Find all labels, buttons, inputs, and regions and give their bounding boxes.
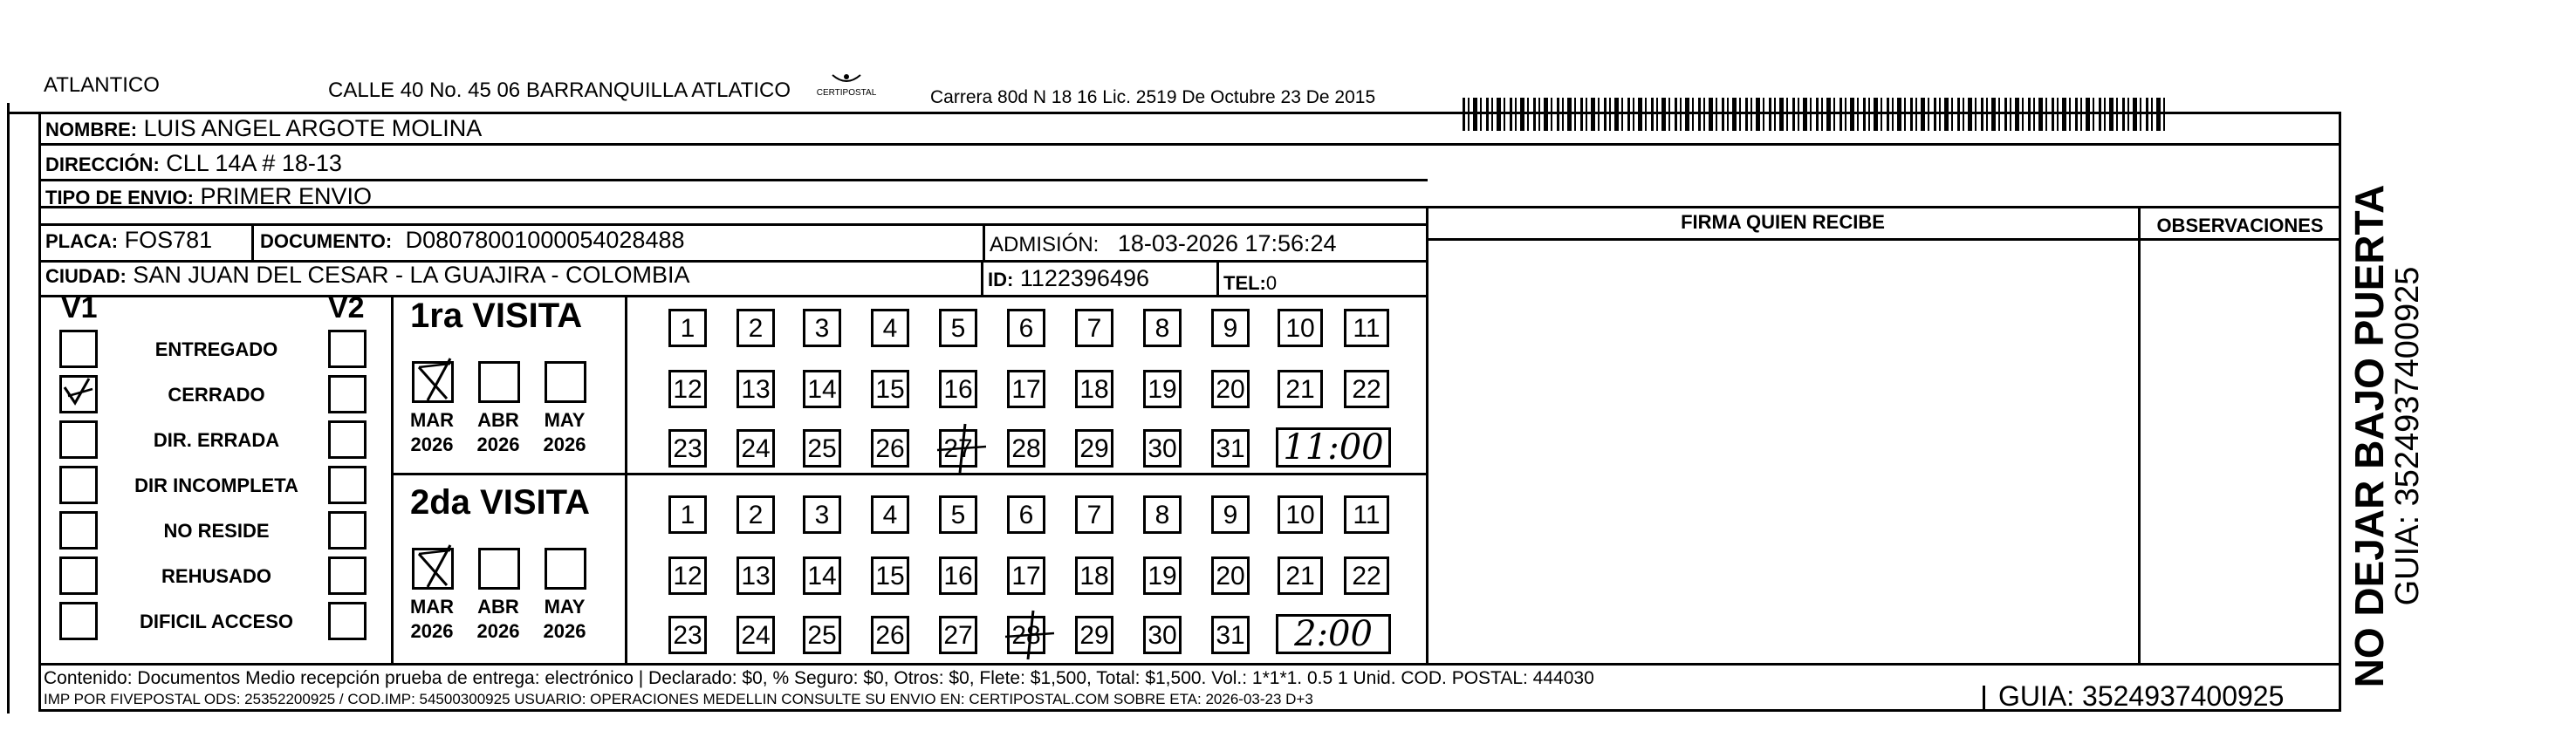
day-box[interactable]: 26 — [871, 429, 909, 468]
observations-left-line — [2138, 206, 2141, 666]
v1-header: V1 — [61, 291, 98, 324]
day-box[interactable]: 22 — [1344, 370, 1389, 408]
logo-text: CERTIPOSTAL — [816, 88, 877, 98]
day-box[interactable]: 19 — [1143, 556, 1182, 595]
day-box[interactable]: 10 — [1278, 495, 1323, 534]
side-guia: GUIA: 3524937400925 — [2389, 266, 2426, 606]
month-label — [468, 595, 529, 644]
month-checkbox[interactable] — [478, 548, 520, 590]
tipo-envio-value: PRIMER ENVIO — [200, 183, 372, 209]
v1-checkbox[interactable] — [59, 330, 98, 368]
month-label — [534, 408, 595, 457]
tel-value: 0 — [1265, 272, 1278, 294]
barcode — [1463, 98, 2169, 131]
day-box[interactable]: 15 — [871, 370, 909, 408]
day-box[interactable]: 2 — [736, 309, 775, 347]
id-divider — [981, 260, 983, 295]
nombre-value: LUIS ANGEL ARGOTE MOLINA — [143, 115, 483, 141]
day-box[interactable]: 14 — [803, 370, 841, 408]
month-label — [534, 595, 595, 644]
day-box[interactable]: 2 — [736, 495, 775, 534]
footer-guia-divider — [1983, 686, 1985, 712]
v2-checkbox[interactable] — [328, 466, 367, 504]
day-box[interactable]: 25 — [803, 429, 841, 468]
v1-checkbox[interactable] — [59, 602, 98, 640]
day-box[interactable]: 8 — [1143, 495, 1182, 534]
day-box[interactable]: 4 — [871, 495, 909, 534]
ciudad-row — [45, 262, 690, 289]
month-year: 2026 — [543, 434, 586, 455]
day-box[interactable]: 24 — [736, 429, 775, 468]
day-box[interactable]: 16 — [939, 556, 977, 595]
handwritten-time[interactable]: 11:00 — [1276, 427, 1391, 468]
placa-divider — [251, 223, 254, 260]
day-box[interactable]: 3 — [803, 495, 841, 534]
nombre-row — [45, 115, 482, 142]
day-box[interactable]: 19 — [1143, 370, 1182, 408]
visit-divider — [625, 295, 627, 665]
ciudad-label: CIUDAD: — [45, 265, 127, 287]
day-box[interactable]: 24 — [736, 616, 775, 654]
row-line-3 — [38, 206, 2340, 208]
day-box[interactable]: 29 — [1075, 429, 1113, 468]
day-box[interactable]: 5 — [939, 309, 977, 347]
day-box[interactable]: 12 — [668, 370, 707, 408]
day-box[interactable]: 20 — [1211, 370, 1250, 408]
day-box[interactable]: 11 — [1344, 309, 1389, 347]
day-box[interactable]: 6 — [1007, 495, 1045, 534]
left-inner-border — [38, 112, 41, 712]
tel-divider — [1216, 260, 1219, 295]
day-box[interactable]: 1 — [668, 495, 707, 534]
row-line-1 — [38, 143, 2340, 146]
day-box[interactable]: 31 — [1211, 616, 1250, 654]
firma-label: FIRMA QUIEN RECIBE — [1681, 211, 1885, 233]
day-box[interactable]: 16 — [939, 370, 977, 408]
month-label — [401, 595, 462, 644]
day-box[interactable]: 27 — [939, 616, 977, 654]
visit-divider-line — [393, 473, 1428, 475]
month-checkbox[interactable] — [545, 361, 586, 403]
day-box[interactable]: 9 — [1211, 309, 1250, 347]
nombre-label: NOMBRE: — [45, 119, 138, 140]
v1-checkbox[interactable] — [59, 420, 98, 459]
day-box[interactable]: 23 — [668, 616, 707, 654]
admision-value: 18-03-2026 17:56:24 — [1117, 230, 1337, 256]
direccion-row — [45, 150, 342, 177]
certipostal-logo — [812, 72, 881, 106]
v2-checkbox[interactable] — [328, 602, 367, 640]
side-warning: NO DEJAR BAJO PUERTA — [2346, 184, 2392, 688]
footer-guia: GUIA: 3524937400925 — [1998, 680, 2285, 712]
tel-row — [1223, 269, 1277, 296]
day-box[interactable]: 29 — [1075, 616, 1113, 654]
sender-address: CALLE 40 No. 45 06 BARRANQUILLA ATLATICO — [328, 79, 791, 102]
month-name: MAY — [544, 409, 586, 431]
day-box[interactable]: 22 — [1344, 556, 1389, 595]
month-checkbox[interactable] — [412, 548, 454, 590]
day-box[interactable]: 17 — [1007, 370, 1045, 408]
day-box[interactable]: 20 — [1211, 556, 1250, 595]
top-border — [7, 112, 2340, 114]
day-box[interactable]: 17 — [1007, 556, 1045, 595]
v1-checkbox[interactable] — [59, 511, 98, 550]
tipo-envio-row — [45, 183, 372, 210]
status-label: REHUSADO — [161, 565, 271, 587]
day-box[interactable]: 7 — [1075, 495, 1113, 534]
license-text: Carrera 80d N 18 16 Lic. 2519 De Octubre 23 De 2015 — [930, 87, 1376, 107]
status-label: DIR INCOMPLETA — [134, 474, 298, 496]
month-label — [401, 408, 462, 457]
month-year: 2026 — [543, 620, 586, 642]
cut-header-text: ATLANTICO — [44, 73, 160, 97]
tipo-envio-label: TIPO DE ENVIO: — [45, 187, 194, 208]
day-box[interactable]: 26 — [871, 616, 909, 654]
placa-label: PLACA: — [45, 230, 119, 252]
status-label: DIR. ERRADA — [153, 429, 280, 451]
month-name: MAR — [409, 409, 455, 431]
day-box[interactable]: 5 — [939, 495, 977, 534]
v2-checkbox[interactable] — [328, 511, 367, 550]
day-box[interactable]: 30 — [1143, 616, 1182, 654]
row-line-7 — [38, 663, 2340, 666]
signature-header-line — [1428, 238, 2340, 241]
direccion-label: DIRECCIÓN: — [45, 154, 160, 175]
month-year: 2026 — [410, 620, 454, 642]
day-box[interactable]: 28 — [1007, 616, 1045, 654]
day-box[interactable]: 9 — [1211, 495, 1250, 534]
day-box[interactable]: 15 — [871, 556, 909, 595]
contenido-text: Contenido: Documentos Medio recepción prueba de entrega: electrónico | Declarado: $0, % Seguro: $0, Otros: $0, Flete: $1,500, Total: $1,500. Vol.: 1*1*1. 0.5 1 Unid. COD. POSTAL: 444030 — [44, 668, 1594, 688]
month-name: MAR — [409, 596, 455, 618]
right-border — [2339, 112, 2341, 712]
pen-mark-icon — [1002, 609, 1058, 667]
status-label: DIFICIL ACCESO — [139, 611, 293, 632]
day-box[interactable]: 28 — [1007, 429, 1045, 468]
status-label: NO RESIDE — [163, 520, 270, 542]
day-box[interactable]: 14 — [803, 556, 841, 595]
day-box[interactable]: 4 — [871, 309, 909, 347]
signature-left-line — [1426, 206, 1428, 666]
day-box[interactable]: 13 — [736, 370, 775, 408]
placa-row — [45, 227, 212, 254]
status-label: ENTREGADO — [154, 338, 278, 360]
row-line-6 — [38, 295, 1428, 297]
day-box[interactable]: 23 — [668, 429, 707, 468]
day-box[interactable]: 27 — [939, 429, 977, 468]
v2-checkbox[interactable] — [328, 556, 367, 595]
month-label — [468, 408, 529, 457]
id-row — [988, 265, 1149, 292]
imp-text: IMP POR FIVEPOSTAL ODS: 25352200925 / COD.IMP: 54500300925 USUARIO: OPERACIONES MEDELLIN CONSULTE SU ENVIO EN: CERTIPOSTAL.COM SOBRE ETA: 2026-03-23 D+3 — [44, 691, 1313, 707]
day-box[interactable]: 10 — [1278, 309, 1323, 347]
day-box[interactable]: 31 — [1211, 429, 1250, 468]
day-box[interactable]: 8 — [1143, 309, 1182, 347]
admision-divider — [983, 223, 985, 260]
month-year: 2026 — [476, 434, 520, 455]
month-checkbox[interactable] — [412, 361, 454, 403]
left-border — [7, 103, 10, 713]
row-line-4 — [38, 223, 1428, 226]
v2-checkbox[interactable] — [328, 375, 367, 413]
documento-label: DOCUMENTO: — [260, 230, 393, 252]
day-box[interactable]: 1 — [668, 309, 707, 347]
day-box[interactable]: 21 — [1278, 556, 1323, 595]
month-name: ABR — [477, 409, 519, 431]
visit-title: 1ra VISITA — [410, 297, 583, 335]
v2-header: V2 — [328, 291, 365, 324]
row-line-8 — [38, 709, 2340, 712]
month-name: ABR — [477, 596, 519, 618]
day-box[interactable]: 7 — [1075, 309, 1113, 347]
v1-checkbox[interactable] — [59, 556, 98, 595]
month-year: 2026 — [410, 434, 454, 455]
v2-checkbox[interactable] — [328, 330, 367, 368]
day-box[interactable]: 3 — [803, 309, 841, 347]
day-box[interactable]: 12 — [668, 556, 707, 595]
documento-row — [260, 227, 685, 254]
day-box[interactable]: 21 — [1278, 370, 1323, 408]
admision-row — [990, 230, 1337, 257]
month-checkbox[interactable] — [478, 361, 520, 403]
day-box[interactable]: 13 — [736, 556, 775, 595]
month-year: 2026 — [476, 620, 520, 642]
direccion-value: CLL 14A # 18-13 — [166, 150, 342, 176]
admision-label: ADMISIÓN: — [990, 233, 1100, 256]
placa-value: FOS781 — [124, 227, 213, 253]
v2-checkbox[interactable] — [328, 420, 367, 459]
status-divider — [391, 295, 394, 665]
day-box[interactable]: 25 — [803, 616, 841, 654]
handwritten-time[interactable]: 2:00 — [1276, 614, 1391, 654]
id-value: 1122396496 — [1019, 265, 1150, 291]
day-box[interactable]: 18 — [1075, 370, 1113, 408]
day-box[interactable]: 6 — [1007, 309, 1045, 347]
day-box[interactable]: 30 — [1143, 429, 1182, 468]
month-name: MAY — [544, 596, 586, 618]
day-box[interactable]: 11 — [1344, 495, 1389, 534]
status-label: CERRADO — [168, 384, 265, 406]
row-line-2 — [38, 179, 1428, 181]
v1-checkbox[interactable] — [59, 375, 98, 413]
documento-value: D08078001000054028488 — [405, 227, 685, 253]
ciudad-value: SAN JUAN DEL CESAR - LA GUAJIRA - COLOMBIA — [133, 262, 690, 288]
pen-mark-icon — [934, 422, 990, 481]
month-checkbox[interactable] — [545, 548, 586, 590]
v1-checkbox[interactable] — [59, 466, 98, 504]
observaciones-label: OBSERVACIONES — [2156, 215, 2324, 236]
id-label: ID: — [988, 269, 1014, 290]
day-box[interactable]: 18 — [1075, 556, 1113, 595]
visit-title: 2da VISITA — [410, 483, 590, 522]
tel-label: TEL: — [1223, 272, 1266, 294]
